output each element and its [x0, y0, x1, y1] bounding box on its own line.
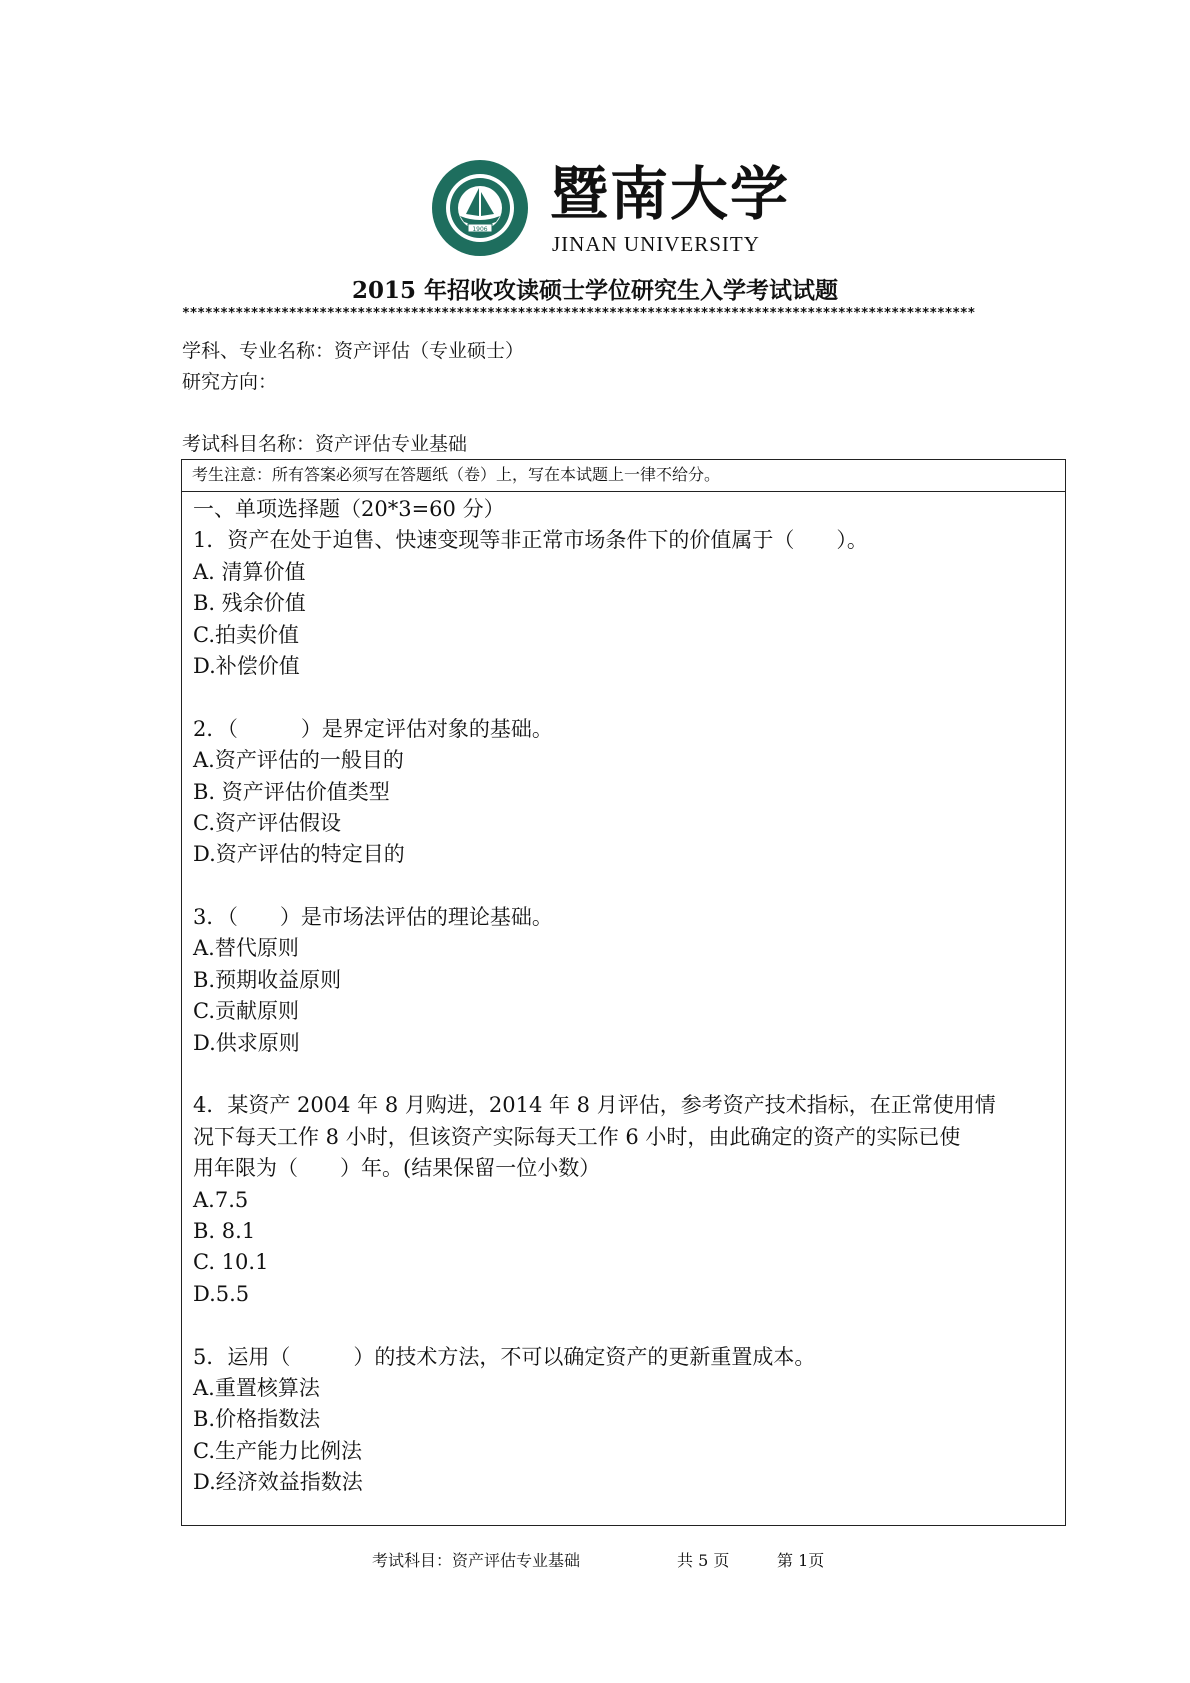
question-4-stem-line-3: 用年限为（ ）年。(结果保留一位小数） — [193, 1156, 601, 1181]
section-title: 一、单项选择题（20*3=60 分） — [193, 497, 505, 521]
question-4-option-a: A.7.5 — [193, 1187, 249, 1212]
question-5-option-a: A.重置核算法 — [193, 1375, 320, 1400]
question-1-stem: 1．资产在处于迫售、快速变现等非正常市场条件下的价值属于（ ）。 — [193, 528, 868, 553]
question-5-option-d: D.经济效益指数法 — [193, 1470, 363, 1495]
question-4-stem-line-2: 况下每天工作 8 小时，但该资产实际每天工作 6 小时，由此确定的资产的实际已使 — [193, 1124, 961, 1149]
footer-page-number: 第 1页 — [777, 1551, 825, 1570]
question-4-stem-line-1: 4．某资产 2004 年 8 月购进，2014 年 8 月评估，参考资产技术指标，在正常使用情 — [193, 1093, 996, 1118]
subject-major: 学科、专业名称：资产评估（专业硕士） — [182, 340, 525, 362]
exam-subject: 考试科目名称：资产评估专业基础 — [182, 433, 468, 455]
question-1-option-a: A. 清算价值 — [193, 559, 306, 584]
question-5-stem: 5．运用（ ）的技术方法，不可以确定资产的更新重置成本。 — [193, 1344, 816, 1369]
question-1-option-d: D.补偿价值 — [193, 653, 300, 678]
question-2-option-c: C.资产评估假设 — [193, 810, 341, 835]
spacer — [193, 871, 1055, 902]
university-seal-icon — [430, 158, 530, 258]
question-1-option-c: C.拍卖价值 — [193, 622, 299, 647]
university-logo — [430, 158, 791, 260]
question-3-option-c: C.贡献原则 — [193, 999, 299, 1024]
spacer — [193, 1059, 1055, 1090]
question-5-option-c: C.生产能力比例法 — [193, 1438, 362, 1463]
question-3-option-b: B.预期收益原则 — [193, 967, 342, 992]
question-4-option-b: B. 8.1 — [193, 1218, 256, 1243]
question-4-option-d: D.5.5 — [193, 1281, 250, 1306]
brand-english-name: JINAN UNIVERSITY — [552, 232, 760, 256]
spacer — [193, 682, 1055, 713]
question-2-option-a: A.资产评估的一般目的 — [193, 748, 404, 773]
question-list — [193, 494, 1055, 1499]
spacer — [193, 1310, 1055, 1341]
star-divider: ******************************************************************************************************** — [182, 306, 976, 321]
question-3-option-d: D.供求原则 — [193, 1030, 300, 1055]
question-3-stem: 3．（ ）是市场法评估的理论基础。 — [193, 905, 553, 930]
question-5-option-b: B.价格指数法 — [193, 1407, 321, 1432]
exam-content-box — [181, 459, 1066, 1526]
candidate-notice: 考生注意：所有答案必须写在答题纸（卷）上，写在本试题上一律不给分。 — [182, 460, 1065, 492]
question-2-option-b: B. 资产评估价值类型 — [193, 779, 390, 804]
research-direction: 研究方向： — [182, 371, 278, 393]
exam-title: 2015 年招收攻读硕士学位研究生入学考试试题 — [351, 277, 839, 304]
footer-total-pages: 共 5 页 — [677, 1551, 730, 1570]
question-2-option-d: D.资产评估的特定目的 — [193, 842, 405, 867]
question-2-stem: 2．（ ）是界定评估对象的基础。 — [193, 716, 553, 741]
question-4-option-c: C. 10.1 — [193, 1250, 269, 1275]
question-1-option-b: B. 残余价值 — [193, 591, 306, 616]
seal-year: 1906 — [472, 226, 488, 233]
brand-chinese-name: 暨南大学 — [550, 160, 791, 228]
footer-subject: 考试科目：资产评估专业基础 — [372, 1551, 581, 1570]
question-3-option-a: A.替代原则 — [193, 936, 299, 961]
